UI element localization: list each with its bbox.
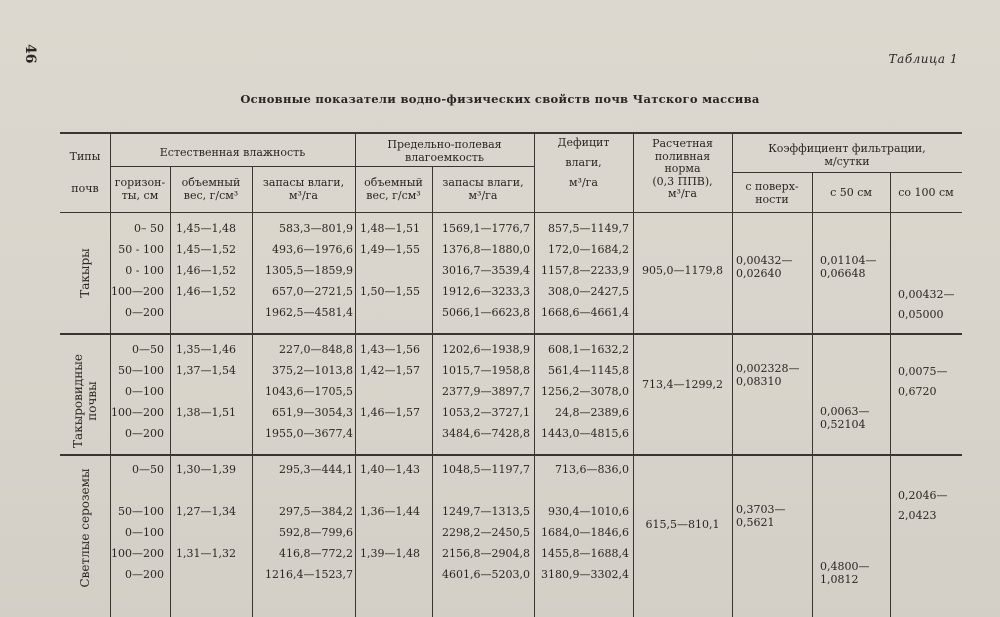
cell-moisture-reserves: 1305,5—1859,9 [265,264,353,277]
cell-moisture-reserves: 1216,4—1523,7 [265,568,353,581]
cell-fc-bulk-density: 1,46—1,57 [360,406,420,419]
cell-irrigation-norm: 905,0—1179,8 [642,264,723,277]
col-rule [732,134,733,617]
group-rule-1 [60,333,962,335]
cell-deficit: 3180,9—3302,4 [541,568,629,581]
cell-horizon: 100—200 [111,285,164,298]
cell-fc-reserves: 5066,1—6623,8 [442,306,530,319]
cell-horizon: 0– 50 [134,222,164,235]
header-soils: почв [71,182,99,195]
cell-fc-bulk-density: 1,43—1,56 [360,343,420,356]
cell-horizon: 50—100 [118,364,164,377]
col-rule [534,134,535,617]
cell-moisture-reserves: 375,2—1013,8 [272,364,353,377]
cell-fc-reserves: 1015,7—1958,8 [442,364,530,377]
cell-fc-bulk-density: 1,49—1,55 [360,243,420,256]
cell-fc-reserves: 1569,1—1776,7 [442,222,530,235]
cell-filtration-100: 0,00432— 0,05000 [898,288,955,321]
table-top-rule [60,132,962,134]
cell-moisture-reserves: 493,6—1976,6 [272,243,353,256]
cell-moisture-reserves: 651,9—3054,3 [272,406,353,419]
cell-fc-reserves: 2156,8—2904,8 [442,547,530,560]
header-rule-moisture [110,166,355,167]
cell-deficit: 608,1—1632,2 [548,343,629,356]
cell-deficit: 172,0—1684,2 [548,243,629,256]
cell-filtration-100: 0,0075— 0,6720 [898,365,948,398]
cell-horizon: 0—100 [125,526,164,539]
cell-bulk-density: 1,46—1,52 [176,285,236,298]
cell-deficit: 1668,6—4661,4 [541,306,629,319]
cell-moisture-reserves: 1955,0—3677,4 [265,427,353,440]
header-irrigation-norm: Расчетная поливная норма (0,3 ППВ), м³/га [652,137,713,200]
col-rule [432,167,433,617]
header-horizons: горизон- ты, см [114,176,166,202]
cell-moisture-reserves: 1962,5—4581,4 [265,306,353,319]
header-natural-moisture: Естественная влажность [159,146,306,159]
cell-moisture-reserves: 295,3—444,1 [279,463,353,476]
cell-horizon: 0 - 100 [125,264,164,277]
cell-fc-reserves: 4601,6—5203,0 [442,568,530,581]
cell-irrigation-norm: 713,4—1299,2 [642,378,723,391]
cell-fc-reserves: 1912,6—3233,3 [442,285,530,298]
cell-deficit: 561,4—1145,8 [548,364,629,377]
header-fc-reserves: запасы влаги, м³/га [442,176,524,202]
cell-bulk-density: 1,46—1,52 [176,264,236,277]
cell-deficit: 930,4—1010,6 [548,505,629,518]
cell-deficit: 1455,8—1688,4 [541,547,629,560]
cell-filtration-50: 0,0063— 0,52104 [820,405,870,431]
soil-type-label: Такыровидные почвы [71,354,99,448]
cell-fc-bulk-density: 1,40—1,43 [360,463,420,476]
cell-filtration-50: 0,4800— 1,0812 [820,560,870,586]
cell-horizon: 0—200 [125,306,164,319]
soil-type-label: Такыры [78,248,92,298]
header-moisture-reserves: запасы влаги, м³/га [262,176,345,202]
col-rule [355,134,356,617]
col-rule [890,173,891,617]
cell-moisture-reserves: 227,0—848,8 [279,343,353,356]
header-rule-filtration [733,172,962,173]
cell-deficit: 857,5—1149,7 [548,222,629,235]
col-rule [110,134,111,617]
cell-horizon: 100—200 [111,547,164,560]
cell-filtration-surface: 0,3703— 0,5621 [736,503,786,529]
cell-moisture-reserves: 583,3—801,9 [279,222,353,235]
header-bulk-density: объемный вес, г/см³ [181,176,241,202]
cell-horizon: 0—200 [125,568,164,581]
cell-moisture-reserves: 657,0—2721,5 [272,285,353,298]
cell-filtration-100: 0,2046— 2,0423 [898,489,948,522]
cell-deficit: 24,8—2389,6 [555,406,629,419]
cell-fc-bulk-density: 1,42—1,57 [360,364,420,377]
cell-deficit: 1157,8—2233,9 [541,264,629,277]
cell-fc-bulk-density: 1,50—1,55 [360,285,420,298]
page-number: 46 [22,44,38,64]
cell-deficit: 1443,0—4815,6 [541,427,629,440]
cell-horizon: 50—100 [118,505,164,518]
col-rule [812,173,813,617]
header-from-surface: с поверх- ности [745,180,799,206]
cell-bulk-density: 1,38—1,51 [176,406,236,419]
cell-horizon: 0—50 [132,343,164,356]
cell-fc-reserves: 3484,6—7428,8 [442,427,530,440]
soil-type-label: Светлые сероземы [78,468,92,588]
header-rule-capacity [356,166,534,167]
cell-fc-reserves: 2298,2—2450,5 [442,526,530,539]
cell-deficit: 713,6—836,0 [555,463,629,476]
cell-bulk-density: 1,35—1,46 [176,343,236,356]
cell-fc-reserves: 1249,7—1313,5 [442,505,530,518]
cell-bulk-density: 1,30—1,39 [176,463,236,476]
header-from-50: с 50 см [830,186,872,199]
cell-fc-bulk-density: 1,48—1,51 [360,222,420,235]
cell-deficit: 1684,0—1846,6 [541,526,629,539]
cell-horizon: 100—200 [111,406,164,419]
header-fc-bulk-density: объемный вес, г/см³ [364,176,423,202]
cell-fc-bulk-density: 1,39—1,48 [360,547,420,560]
cell-fc-reserves: 1048,5—1197,7 [442,463,530,476]
header-bottom-rule [60,212,962,213]
cell-filtration-surface: 0,002328— 0,08310 [736,362,800,388]
cell-deficit: 308,0—2427,5 [548,285,629,298]
cell-moisture-reserves: 416,8—772,2 [279,547,353,560]
cell-horizon: 0—200 [125,427,164,440]
header-soil-types: Типы [69,150,101,163]
cell-moisture-reserves: 297,5—384,2 [279,505,353,518]
cell-bulk-density: 1,45—1,52 [176,243,236,256]
col-rule [170,167,171,617]
table-label: Таблица 1 [888,52,958,66]
col-rule [252,167,253,617]
cell-bulk-density: 1,31—1,32 [176,547,236,560]
group-rule-2 [60,454,962,456]
cell-irrigation-norm: 615,5—810,1 [645,518,720,531]
cell-moisture-reserves: 592,8—799,6 [279,526,353,539]
cell-moisture-reserves: 1043,6—1705,5 [265,385,353,398]
cell-horizon: 0—100 [125,385,164,398]
header-filtration: Коэффициент фильтрации, м/сутки [768,142,926,168]
cell-fc-bulk-density: 1,36—1,44 [360,505,420,518]
table-title: Основные показатели водно-физических свойств почв Чатского массива [240,92,760,106]
cell-horizon: 50 - 100 [118,243,164,256]
cell-fc-reserves: 2377,9—3897,7 [442,385,530,398]
header-from-100: со 100 см [898,186,954,199]
cell-bulk-density: 1,27—1,34 [176,505,236,518]
cell-filtration-50: 0,01104— 0,06648 [820,254,877,280]
cell-fc-reserves: 1202,6—1938,9 [442,343,530,356]
cell-filtration-surface: 0,00432— 0,02640 [736,254,793,280]
header-field-capacity: Предельно-полевая влагоемкость [387,138,502,164]
header-deficit: Дефицит влаги, м³/га [557,136,610,189]
cell-bulk-density: 1,37—1,54 [176,364,236,377]
cell-bulk-density: 1,45—1,48 [176,222,236,235]
cell-deficit: 1256,2—3078,0 [541,385,629,398]
cell-horizon: 0—50 [132,463,164,476]
cell-fc-reserves: 3016,7—3539,4 [442,264,530,277]
col-rule [633,134,634,617]
cell-fc-reserves: 1376,8—1880,0 [442,243,530,256]
cell-fc-reserves: 1053,2—3727,1 [442,406,530,419]
